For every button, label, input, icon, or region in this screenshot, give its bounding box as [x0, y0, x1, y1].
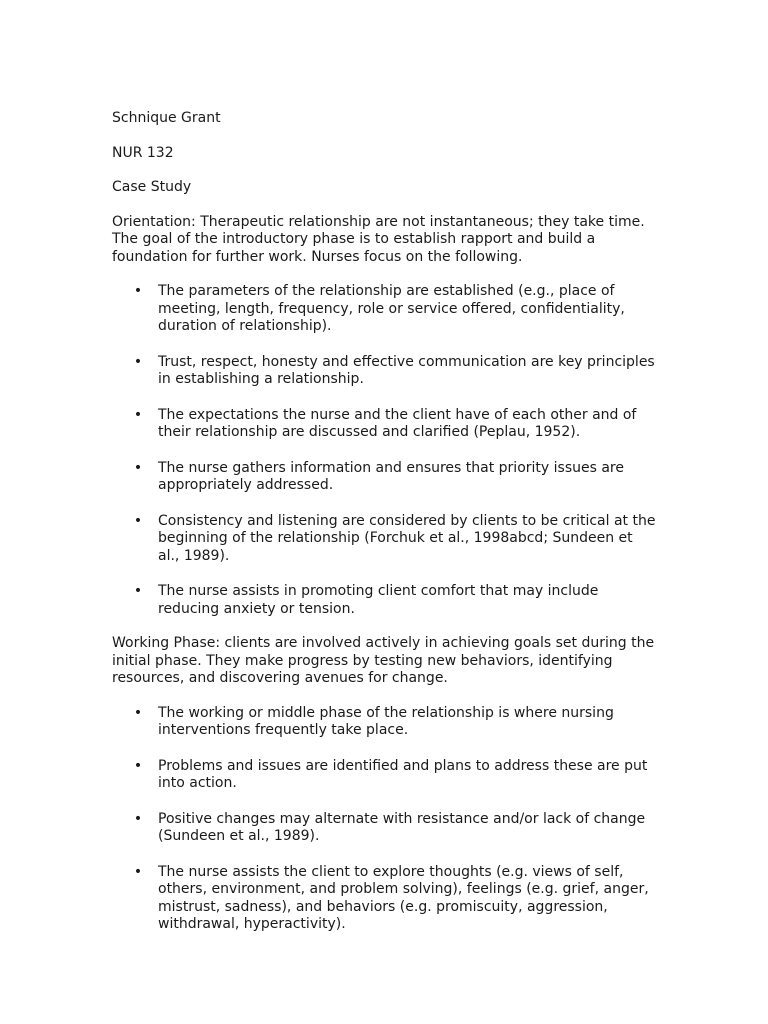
- bullet-icon: •: [133, 283, 143, 299]
- list-item: [112, 460, 657, 495]
- list-item: [112, 283, 657, 336]
- list-item-text: The nurse assists in promoting client comfort that may include reducing anxiety or tension.: [158, 583, 599, 617]
- list-item: [112, 583, 657, 618]
- bullet-icon: •: [133, 810, 143, 827]
- bullet-icon: •: [133, 459, 143, 476]
- document-type: Case Study: [112, 179, 192, 195]
- list-item: [112, 354, 657, 389]
- bullet-icon: •: [133, 863, 143, 880]
- list-item-text: Consistency and listening are considered by clients to be critical at the beginning of the relationship (Forchuk et al., 1998abcd; Sundeen et al., 1989).: [158, 512, 656, 564]
- bullet-icon: •: [133, 353, 143, 370]
- bullet-icon: •: [133, 583, 143, 599]
- list-item-text: Trust, respect, honesty and effective communication are key principles in establishing a relationship.: [158, 353, 655, 387]
- list-item: [112, 758, 657, 793]
- list-item-text: The expectations the nurse and the client have of each other and of their relationship are discussed and clarified (Peplau, 1952).: [158, 406, 637, 440]
- working-phase-bullet-list: [112, 705, 657, 934]
- list-item-text: The nurse gathers information and ensures that priority issues are appropriately addressed.: [158, 459, 624, 493]
- orientation-paragraph: Orientation: Therapeutic relationship are not instantaneous; they take time. The goal of the introductory phase is to establish rapport and build a foundation for further work. Nurses focus on the following.: [112, 213, 645, 265]
- orientation-bullet-list: [112, 283, 657, 618]
- list-item-text: The parameters of the relationship are established (e.g., place of meeting, length, frequency, role or service offered, confidentiality, duration of relationship).: [158, 283, 625, 334]
- bullet-icon: •: [133, 406, 143, 423]
- list-item: [112, 513, 657, 566]
- list-item-text: Problems and issues are identified and plans to address these are put into action.: [158, 757, 648, 791]
- list-item: [112, 705, 657, 740]
- document-page: [112, 110, 657, 951]
- bullet-icon: •: [133, 757, 143, 774]
- list-item: [112, 811, 657, 846]
- list-item: [112, 864, 657, 934]
- list-item-text: The working or middle phase of the relationship is where nursing interventions frequently take place.: [158, 704, 614, 738]
- bullet-icon: •: [133, 704, 143, 721]
- list-item-text: The nurse assists the client to explore thoughts (e.g. views of self, others, environment, and problem solving), feelings (e.g. grief, anger, mistrust, sadness), and behaviors (e.g. promiscuity, aggression, withdrawal, hyperactivity).: [158, 863, 649, 932]
- author-name: Schnique Grant: [112, 110, 221, 126]
- working-phase-paragraph: Working Phase: clients are involved actively in achieving goals set during the initial phase. They make progress by testing new behaviors, identifying resources, and discovering avenues for change.: [112, 635, 655, 686]
- course-code: NUR 132: [112, 144, 174, 161]
- bullet-icon: •: [133, 512, 143, 529]
- list-item: [112, 407, 657, 442]
- list-item-text: Positive changes may alternate with resistance and/or lack of change (Sundeen et al., 1989).: [158, 810, 646, 844]
